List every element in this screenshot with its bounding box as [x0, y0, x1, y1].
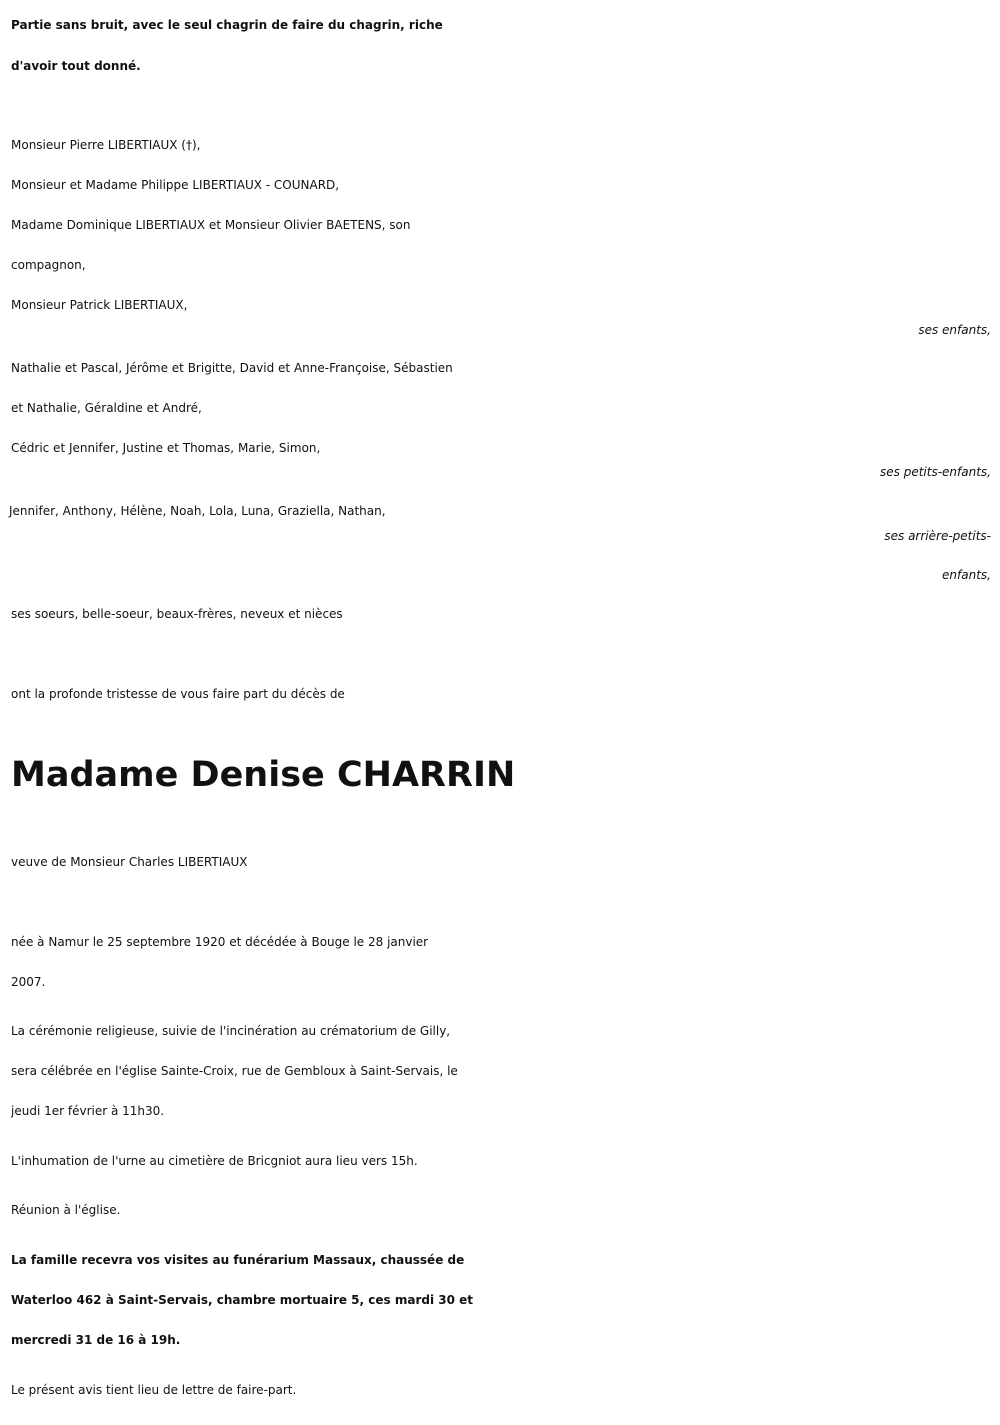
great-grandchildren-role-2: enfants, — [942, 568, 991, 582]
children-line-5: Monsieur Patrick LIBERTIAUX, — [11, 298, 188, 312]
epitaph-line-1: Partie sans bruit, avec le seul chagrin de faire du chagrin, riche — [11, 18, 443, 32]
epitaph-line-2: d'avoir tout donné. — [11, 59, 141, 73]
meeting-line: Réunion à l'église. — [11, 1203, 121, 1217]
grandchildren-line-2: et Nathalie, Géraldine et André, — [11, 401, 202, 415]
visits-line-2: Waterloo 462 à Saint-Servais, chambre mortuaire 5, ces mardi 30 et — [11, 1293, 473, 1307]
children-line-1: Monsieur Pierre LIBERTIAUX (†), — [11, 138, 201, 152]
relatives-line: ses soeurs, belle-soeur, beaux-frères, neveux et nièces — [11, 607, 343, 621]
birth-death-line-2: 2007. — [11, 975, 46, 989]
children-line-3: Madame Dominique LIBERTIAUX et Monsieur Olivier BAETENS, son — [11, 218, 411, 232]
announcement-line: ont la profonde tristesse de vous faire part du décès de — [11, 687, 345, 701]
grandchildren-line-1: Nathalie et Pascal, Jérôme et Brigitte, David et Anne-Françoise, Sébastien — [11, 361, 453, 375]
ceremony-line-3: jeudi 1er février à 11h30. — [11, 1104, 165, 1118]
ceremony-line-2: sera célébrée en l'église Sainte-Croix, rue de Gembloux à Saint-Servais, le — [11, 1064, 458, 1078]
great-grandchildren-role-1: ses arrière-petits- — [884, 529, 991, 543]
grandchildren-line-3: Cédric et Jennifer, Justine et Thomas, Marie, Simon, — [11, 441, 321, 455]
closing-line: Le présent avis tient lieu de lettre de faire-part. — [11, 1383, 297, 1397]
grandchildren-role: ses petits-enfants, — [880, 465, 991, 479]
children-role: ses enfants, — [918, 323, 991, 337]
ceremony-line-1: La cérémonie religieuse, suivie de l'incinération au crématorium de Gilly, — [11, 1024, 451, 1038]
great-grandchildren-line: Jennifer, Anthony, Hélène, Noah, Lola, Luna, Graziella, Nathan, — [9, 504, 386, 518]
burial-line: L'inhumation de l'urne au cimetière de Bricgniot aura lieu vers 15h. — [11, 1154, 418, 1168]
children-line-4: compagnon, — [11, 258, 86, 272]
visits-line-3: mercredi 31 de 16 à 19h. — [11, 1333, 181, 1347]
birth-death-line-1: née à Namur le 25 septembre 1920 et décédée à Bouge le 28 janvier — [11, 935, 429, 949]
widow-line: veuve de Monsieur Charles LIBERTIAUX — [11, 855, 248, 869]
children-line-2: Monsieur et Madame Philippe LIBERTIAUX - COUNARD, — [11, 178, 340, 192]
visits-line-1: La famille recevra vos visites au funérarium Massaux, chaussée de — [11, 1253, 465, 1267]
deceased-name: Madame Denise CHARRIN — [11, 755, 516, 795]
